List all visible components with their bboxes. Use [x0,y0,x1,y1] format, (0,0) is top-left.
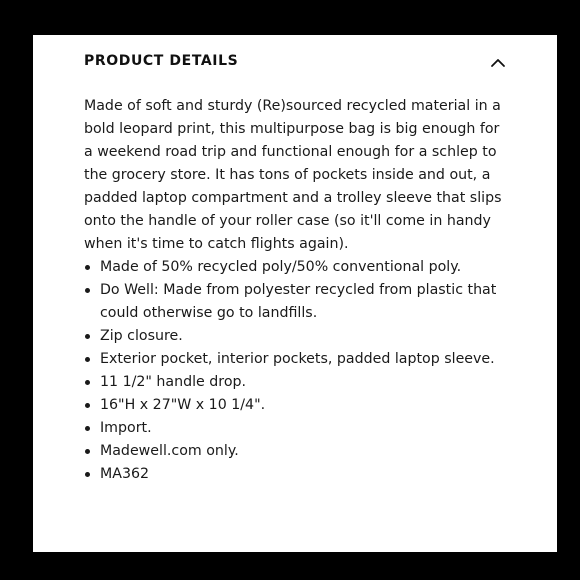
bullet-icon [85,403,90,408]
bullet-icon [85,449,90,454]
list-item-text: Import. [100,420,152,436]
list-item-text: Zip closure. [100,328,183,344]
section-title: PRODUCT DETAILS [84,53,239,69]
bullet-icon [85,380,90,385]
list-item-text: Do Well: Made from polyester recycled from plastic that could otherwise go to landfills. [100,282,497,321]
bullet-icon [85,472,90,477]
product-details-panel [33,35,557,552]
list-item-text: 11 1/2" handle drop. [100,374,247,390]
bullet-icon [85,265,90,270]
list-item [84,256,507,279]
product-details-list [84,256,507,486]
product-details-header[interactable] [84,35,507,95]
list-item-text: Exterior pocket, interior pockets, padded laptop sleeve. [100,351,495,367]
bullet-icon [85,288,90,293]
chevron-up-icon-graphic [487,52,509,74]
list-item [84,279,507,325]
list-item-text: Madewell.com only. [100,443,239,459]
list-item [84,348,507,371]
bullet-icon [85,334,90,339]
list-item-text: 16"H x 27"W x 10 1/4". [100,397,266,413]
chevron-up-icon[interactable] [487,52,509,74]
bullet-icon [85,357,90,362]
list-item [84,463,507,486]
list-item-text: MA362 [100,466,150,482]
list-item [84,440,507,463]
list-item [84,325,507,348]
product-description: Made of soft and sturdy (Re)sourced recycled material in a bold leopard print, this multipurpose bag is big enough for a weekend road trip and functional enough for a schlep to the grocery store. It has tons of pockets inside and out, a padded laptop compartment and a trolley sleeve that slips onto the handle of your roller case (so it'll come in handy when it's time to catch flights again). [84,98,502,252]
list-item-text: Made of 50% recycled poly/50% conventional poly. [100,259,462,275]
bullet-icon [85,426,90,431]
list-item [84,371,507,394]
list-item [84,417,507,440]
list-item [84,394,507,417]
